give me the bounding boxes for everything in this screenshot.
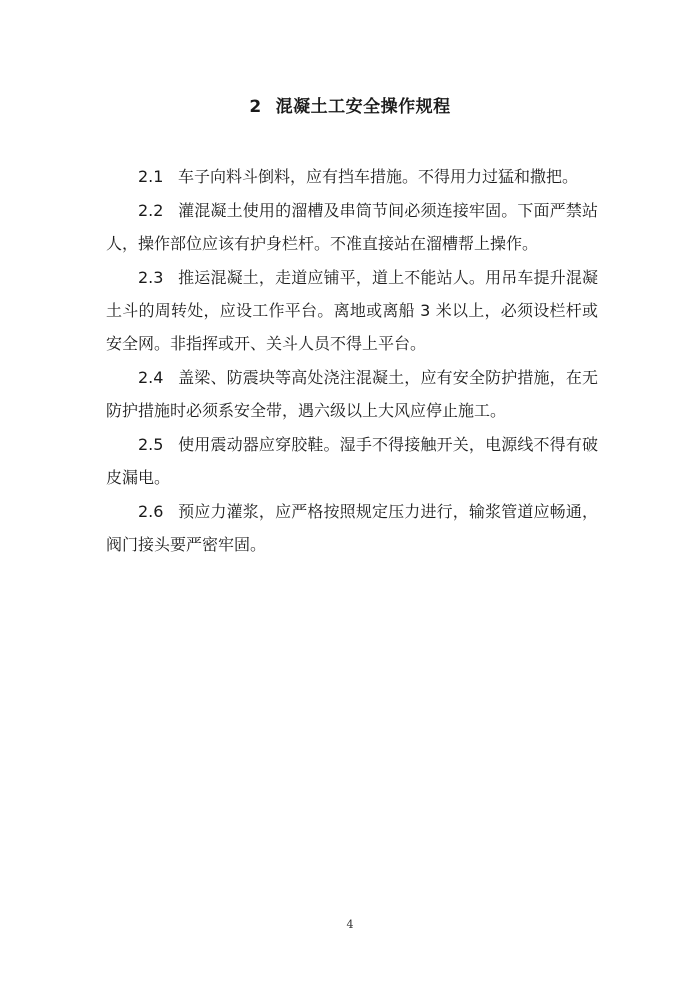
clause-number: 2.5: [138, 435, 164, 454]
clause-text: 灌混凝土使用的溜槽及串筒节间必须连接牢固。下面严禁站人，操作部位应该有护身栏杆。不准直接站在溜槽帮上操作。: [106, 201, 598, 253]
heading-number: 2: [249, 97, 262, 117]
clause-2-6: [106, 495, 598, 561]
clause-2-3: [106, 261, 598, 360]
heading-title: 混凝土工安全操作规程: [275, 97, 451, 117]
clause-text: 预应力灌浆，应严格按照规定压力进行，输浆管道应畅通，阀门接头要严密牢固。: [106, 502, 598, 554]
clause-2-1: [106, 160, 598, 193]
clause-text: 盖梁、防震块等高处浇注混凝土，应有安全防护措施，在无防护措施时必须系安全带，遇六级以上大风应停止施工。: [106, 368, 598, 420]
clause-number: 2.4: [138, 368, 164, 387]
clause-text: 推运混凝土，走道应铺平，道上不能站人。用吊车提升混凝土斗的周转处，应设工作平台。离地或离船 3 米以上，必须设栏杆或安全网。非指挥或开、关斗人员不得上平台。: [106, 268, 598, 353]
clause-2-2: [106, 194, 598, 260]
clause-2-4: [106, 361, 598, 427]
clause-text: 使用震动器应穿胶鞋。湿手不得接触开关，电源线不得有破皮漏电。: [106, 435, 598, 487]
clause-text: 车子向料斗倒料，应有挡车措施。不得用力过猛和撒把。: [178, 167, 579, 186]
clause-number: 2.3: [138, 268, 164, 287]
document-body: [106, 160, 598, 562]
clause-2-5: [106, 428, 598, 494]
clause-number: 2.1: [138, 167, 164, 186]
clause-number: 2.6: [138, 502, 164, 521]
page-number: 4: [346, 918, 354, 931]
clause-number: 2.2: [138, 201, 164, 220]
section-heading: [0, 92, 700, 117]
